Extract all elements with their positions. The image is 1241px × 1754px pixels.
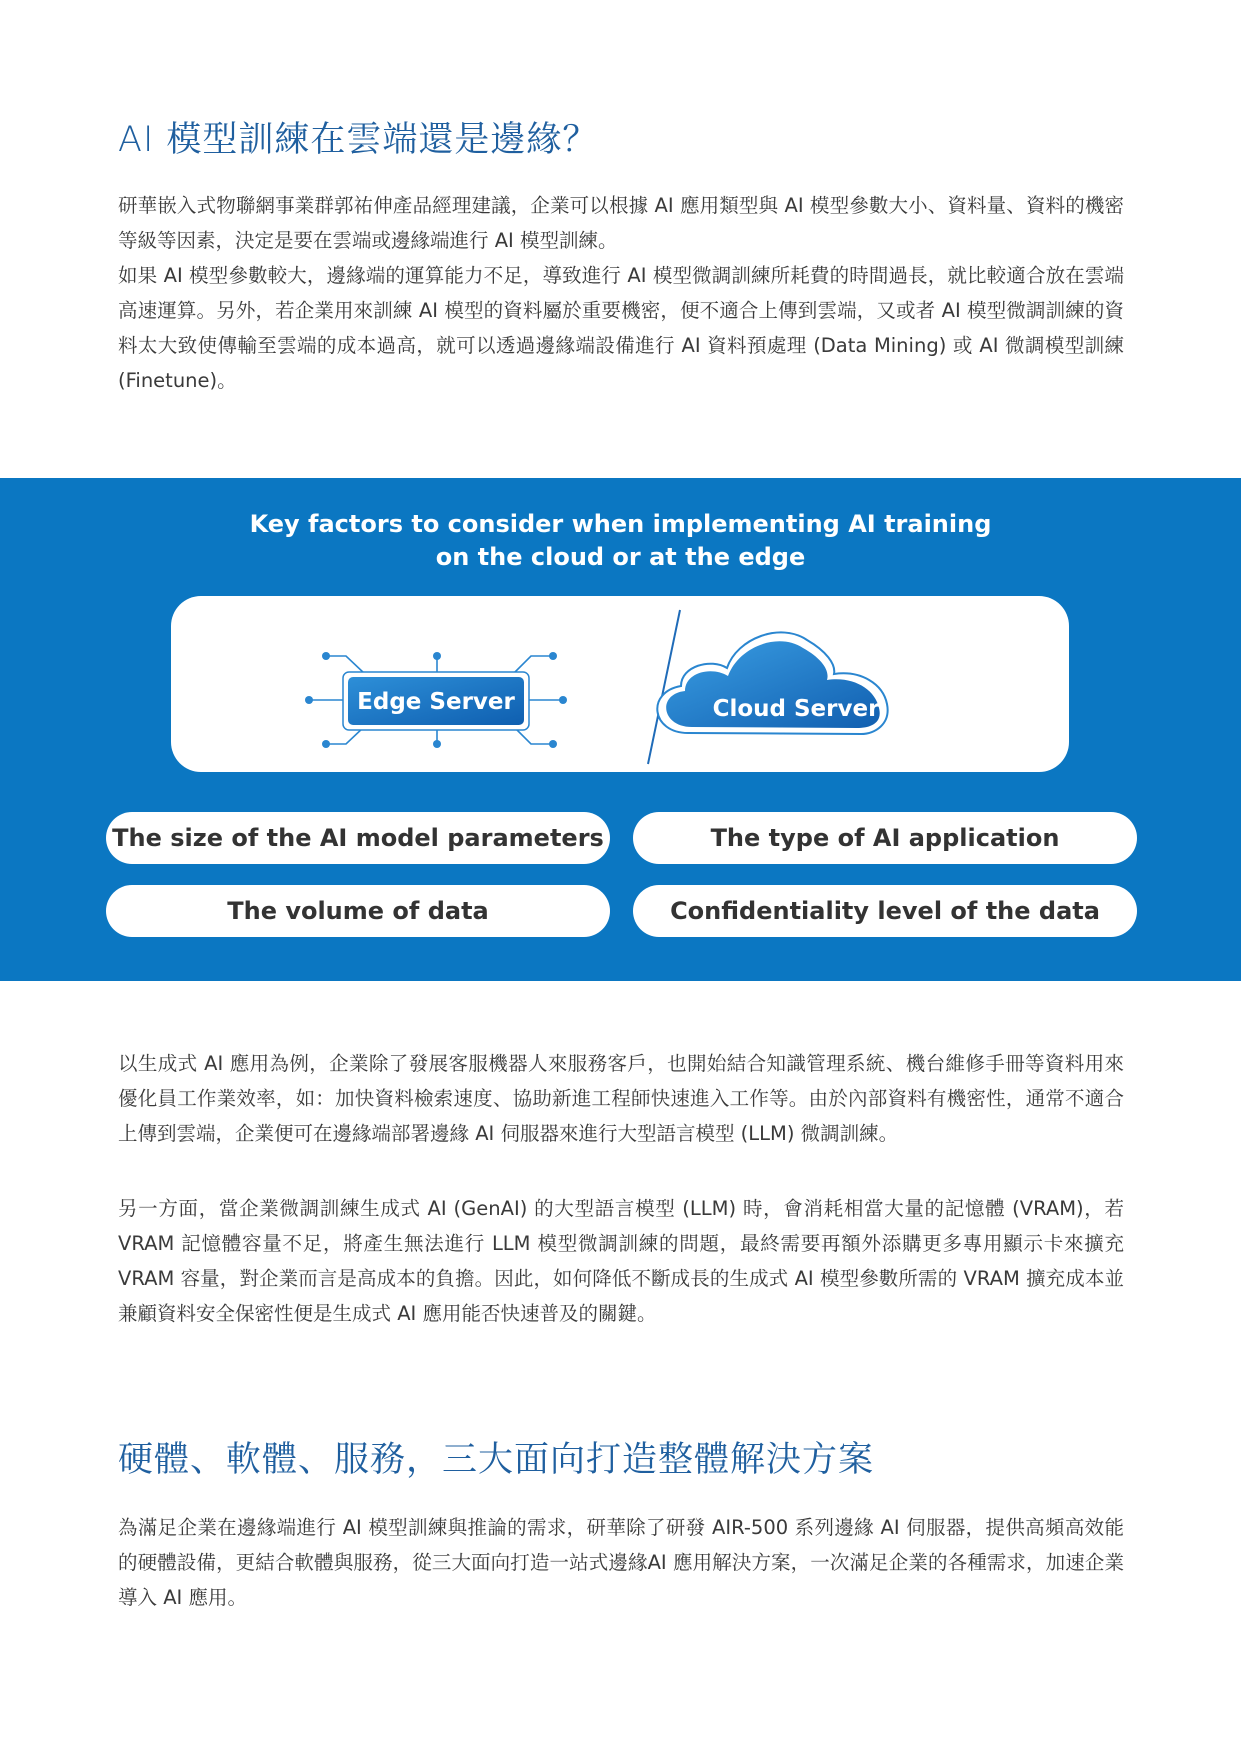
infographic-band (0, 478, 1241, 981)
infographic-title-line2: on the cloud or at the edge (435, 543, 806, 571)
infographic-title-line1: Key factors to consider when implementing AI training (249, 510, 992, 538)
factor-pill-application-type: The type of AI application (633, 812, 1137, 864)
diagram-card (171, 596, 1069, 772)
infographic-title (0, 508, 1241, 574)
edge-cloud-diagram (171, 596, 1069, 772)
paragraph-intro: 研華嵌入式物聯網事業群郭祐伸產品經理建議，企業可以根據 AI 應用類型與 AI 模型參數大小、資料量、資料的機密等級等因素，決定是要在雲端或邊緣端進行 AI 模型訓練。 (118, 194, 1124, 252)
factor-pill-data-confidentiality: Confidentiality level of the data (633, 885, 1137, 937)
paragraph-cloud-vs-edge: 如果 AI 模型參數較大，邊緣端的運算能力不足，導致進行 AI 模型微調訓練所耗費的時間過長，就比較適合放在雲端高速運算。另外，若企業用來訓練 AI 模型的資料屬於重要機密，便不適合上傳到雲端，又或者 AI 模型微調訓練的資料太大致使傳輸至雲端的成本過高，就可以透過邊緣端設備進行 AI 資料預處理 (Data Mining) 或 AI 微調模型訓練 (Finetune)。 (118, 264, 1124, 392)
factor-pill-data-volume: The volume of data (106, 885, 610, 937)
paragraph-vram-cost: 另一方面，當企業微調訓練生成式 AI (GenAI) 的大型語言模型 (LLM) 時，會消耗相當大量的記憶體 (VRAM)，若 VRAM 記憶體容量不足，將產生無法進行 LLM 模型微調訓練的問題，最終需要再額外添購更多專用顯示卡來擴充 VRAM 容量，對企業而言是高成本的負擔。因此，如何降低不斷成長的生成式 AI 模型參數所需的 VRAM 擴充成本並兼顧資料安全保密性便是生成式 AI 應用能否快速普及的關鍵。 (118, 1197, 1124, 1325)
section-heading-solution: 硬體、軟體、服務，三大面向打造整體解決方案 (118, 1440, 875, 1480)
cloud-server-label: Cloud Server (712, 696, 880, 722)
paragraph-solution: 為滿足企業在邊緣端進行 AI 模型訓練與推論的需求，研華除了研發 AIR-500 系列邊緣 AI 伺服器，提供高頻高效能的硬體設備，更結合軟體與服務，從三大面向打造一站式邊緣AI 應用解決方案，一次滿足企業的各種需求，加速企業導入 AI 應用。 (118, 1516, 1124, 1609)
section-heading-ai-training: AI 模型訓練在雲端還是邊緣？ (118, 120, 599, 160)
paragraph-genai-example: 以生成式 AI 應用為例，企業除了發展客服機器人來服務客戶，也開始結合知識管理系統、機台維修手冊等資料用來優化員工作業效率，如：加快資料檢索速度、協助新進工程師快速進入工作等。由於內部資料有機密性，通常不適合上傳到雲端，企業便可在邊緣端部署邊緣 AI 伺服器來進行大型語言模型 (LLM) 微調訓練。 (118, 1052, 1124, 1145)
factor-pill-model-size: The size of the AI model parameters (106, 812, 610, 864)
edge-server-label: Edge Server (357, 689, 515, 715)
